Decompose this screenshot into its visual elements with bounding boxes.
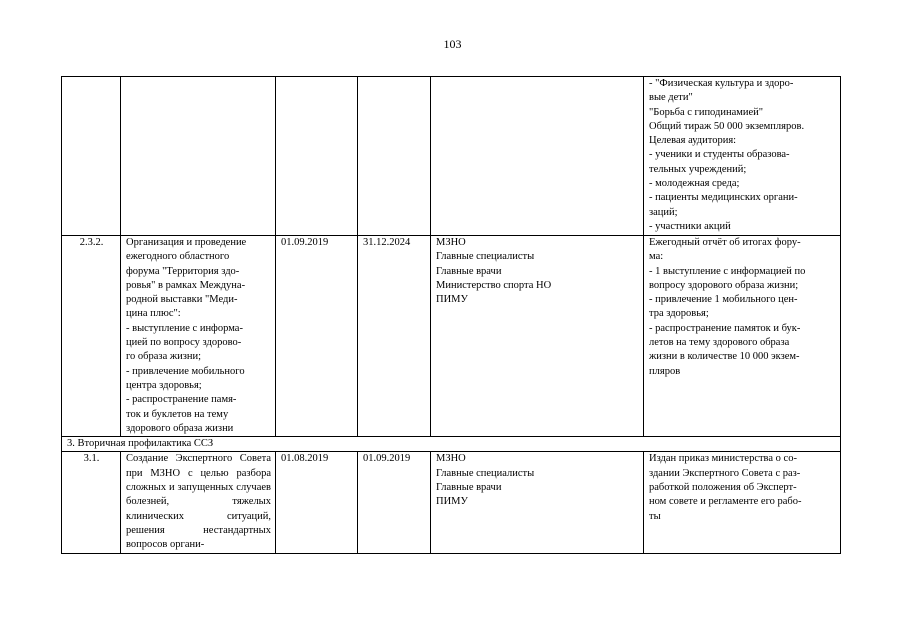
end-date-cell — [358, 77, 431, 236]
result-cell: - "Физическая культура и здоро- вые дети" "Борьба с гиподинамией" Общий тираж 50 000 экземпляров. Целевая аудитория: - ученики и студенты образова- тельных учреждений; - молодежная среда; - пациенты медицинских органи- заций; - участники акций — [644, 77, 841, 236]
activities-table — [61, 76, 841, 554]
page-number: 103 — [443, 37, 462, 51]
result-cell: Ежегодный отчёт об итогах фору- ма: - 1 выступление с информацией по вопросу здорового образа жизни; - привлечение 1 мобильного цен- тра здоровья; - распространение памяток и бук- летов на тему здорового образа жизни в количестве 10 000 экзем- пляров — [644, 236, 841, 437]
start-date-cell: 01.08.2019 — [276, 452, 358, 553]
start-date-cell — [276, 77, 358, 236]
executors-cell — [431, 77, 644, 236]
end-date-cell: 01.09.2019 — [358, 452, 431, 553]
row-number-cell: 3.1. — [62, 452, 121, 553]
start-date-cell: 01.09.2019 — [276, 236, 358, 437]
row-number-cell: 2.3.2. — [62, 236, 121, 437]
section-heading: 3. Вторичная профилактика ССЗ — [62, 437, 841, 452]
executors-cell: МЗНО Главные специалисты Главные врачи ПИМУ — [431, 452, 644, 553]
table-row — [62, 452, 841, 553]
table-row — [62, 77, 841, 236]
activity-cell: Организация и проведение ежегодного областного форума "Территория здо- ровья" в рамках Междуна- родной выставки "Меди- цина плюс": - выступление с информа- цией по вопросу здорово- го образа жизни; - привлечение мобильного центра здоровья; - распространение памя- ток и буклетов на тему здорового образа жизни — [121, 236, 276, 437]
result-cell: Издан приказ министерства о со- здании Экспертного Совета с раз- работкой положения об Эксперт- ном совете и регламенте его рабо- ты — [644, 452, 841, 553]
activity-cell: Создание Экспертного Совета при МЗНО с целью разбора сложных и запущенных случаев болезней, тяжелых клинических ситуаций, решения нестандартных вопросов органи- — [121, 452, 276, 553]
activity-cell — [121, 77, 276, 236]
executors-cell: МЗНО Главные специалисты Главные врачи Министерство спорта НО ПИМУ — [431, 236, 644, 437]
row-number-cell — [62, 77, 121, 236]
end-date-cell: 31.12.2024 — [358, 236, 431, 437]
section-row — [62, 437, 841, 452]
table-row — [62, 236, 841, 437]
